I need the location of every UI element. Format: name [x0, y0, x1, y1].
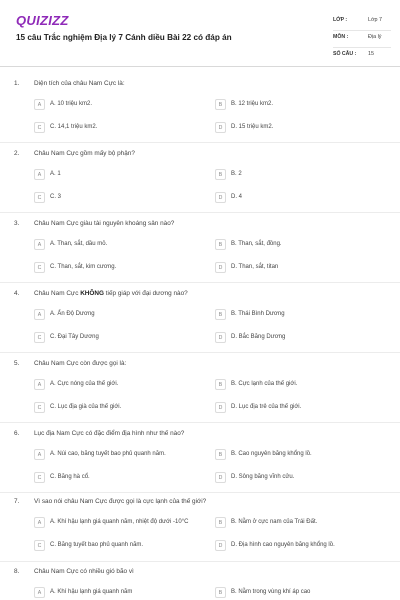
option-text: B. Nằm ở cực nam của Trái Đất. [231, 519, 318, 525]
option-letter-box: B [215, 99, 226, 110]
option-letter-box: C [34, 262, 45, 273]
question-divider [0, 422, 400, 423]
header-divider [0, 66, 400, 67]
option-text: C. 14,1 triệu km2. [50, 124, 98, 130]
option-letter-box: D [215, 472, 226, 483]
option-text: C. Băng hà cổ. [50, 474, 90, 480]
option-text: A. Ấn Độ Dương [50, 311, 95, 317]
option-letter-box: A [34, 449, 45, 460]
option-text: A. 1 [50, 171, 61, 177]
option-text: A. Núi cao, băng tuyết bao phủ quanh năm. [50, 451, 166, 457]
meta-row-count [333, 48, 391, 64]
option-letter-box: A [34, 239, 45, 250]
option-text: B. Cao nguyên băng khổng lồ. [231, 451, 312, 457]
question-text-end: tiếp giáp với đại dương nào? [103, 290, 188, 297]
option-letter-box: A [34, 99, 45, 110]
option-text: D. Than, sắt, titan [231, 264, 279, 270]
question-number: 5. [14, 360, 20, 367]
option-text: D. Lục địa trẻ của thế giới. [231, 404, 302, 410]
option-letter-box: D [215, 192, 226, 203]
header [0, 0, 400, 66]
question-text: Lục địa Nam Cực có đặc điểm địa hình như thế nào? [34, 430, 185, 437]
question-text: Châu Nam Cực gồm mấy bộ phận? [34, 150, 135, 157]
option-text: C. Băng tuyết bao phủ quanh năm. [50, 542, 144, 548]
question-divider [0, 352, 400, 353]
option-letter-box: B [215, 379, 226, 390]
option-letter-box: A [34, 517, 45, 528]
option-text: D. 4 [231, 194, 243, 200]
option-letter-box: D [215, 122, 226, 133]
meta-row-class [333, 14, 391, 31]
question-text [34, 290, 188, 297]
option-letter-box: C [34, 332, 45, 343]
option-letter-box: B [215, 449, 226, 460]
option-letter-box: A [34, 587, 45, 598]
option-text: A. 10 triệu km2. [50, 101, 93, 107]
option-text: B. 2 [231, 171, 242, 177]
question-divider [0, 492, 400, 493]
option-text: C. Lục địa già của thế giới. [50, 404, 122, 410]
question-text: Châu Nam Cực còn được gọi là: [34, 360, 127, 367]
question-text: Châu Nam Cực có nhiều gió bão vì [34, 568, 134, 575]
option-letter-box: B [215, 169, 226, 180]
option-text: C. Than, sắt, kim cương. [50, 264, 117, 270]
option-letter-box: B [215, 587, 226, 598]
option-letter-box: D [215, 262, 226, 273]
option-text: D. Bắc Băng Dương [231, 334, 286, 340]
page-title: 15 câu Trắc nghiệm Địa lý 7 Cánh diều Bài 22 có đáp án [16, 33, 232, 42]
question-number: 3. [14, 220, 20, 227]
option-text: A. Khí hậu lạnh giá quanh năm, nhiệt độ dưới -10°C [50, 519, 189, 525]
question-text: Diện tích của châu Nam Cực là: [34, 80, 125, 87]
option-letter-box: C [34, 472, 45, 483]
option-text: D. Sông băng vĩnh cửu. [231, 474, 295, 480]
option-text: B. Cực lạnh của thế giới. [231, 381, 298, 387]
meta-info [333, 14, 391, 64]
option-letter-box: C [34, 402, 45, 413]
option-letter-box: A [34, 169, 45, 180]
question-number: 6. [14, 430, 20, 437]
option-text: A. Than, sắt, dầu mỏ. [50, 241, 108, 247]
option-letter-box: B [215, 239, 226, 250]
option-text: C. 3 [50, 194, 62, 200]
option-letter-box: D [215, 332, 226, 343]
question-text: Châu Nam Cực giàu tài nguyên khoáng sản nào? [34, 220, 175, 227]
option-text: C. Đại Tây Dương [50, 334, 99, 340]
question-divider [0, 282, 400, 283]
option-letter-box: B [215, 517, 226, 528]
quizizz-logo: QUIZIZZ [16, 13, 69, 28]
meta-key: MÔN : [333, 34, 349, 40]
option-letter-box: A [34, 309, 45, 320]
option-text: B. 12 triệu km2. [231, 101, 274, 107]
question-text: Vì sao nói châu Nam Cực được gọi là cực lạnh của thế giới? [34, 498, 207, 505]
option-text: B. Than, sắt, đồng. [231, 241, 282, 247]
question-number: 4. [14, 290, 20, 297]
option-text: A. Cực nóng của thế giới. [50, 381, 119, 387]
option-letter-box: A [34, 379, 45, 390]
option-text: D. 15 triệu km2. [231, 124, 274, 130]
question-number: 2. [14, 150, 20, 157]
option-text: B. Thái Bình Dương [231, 311, 285, 317]
meta-value: 15 [368, 51, 374, 57]
option-letter-box: C [34, 122, 45, 133]
option-letter-box: D [215, 402, 226, 413]
meta-key: SỐ CÂU : [333, 51, 357, 57]
meta-value: Địa lý [368, 34, 382, 40]
meta-value: Lớp 7 [368, 17, 383, 23]
question-number: 8. [14, 568, 20, 575]
question-text-start: Châu Nam Cực [34, 290, 81, 297]
question-number: 7. [14, 498, 20, 505]
option-letter-box: C [34, 540, 45, 551]
option-text: A. Khí hậu lạnh giá quanh năm [50, 589, 133, 595]
meta-row-subject [333, 31, 391, 48]
meta-key: LỚP : [333, 17, 348, 23]
option-text: B. Nằm trong vùng khí áp cao [231, 589, 311, 595]
question-number: 1. [14, 80, 20, 87]
question-divider [0, 212, 400, 213]
option-text: D. Địa hình cao nguyên băng khổng lồ. [231, 542, 335, 548]
option-letter-box: D [215, 540, 226, 551]
option-letter-box: B [215, 309, 226, 320]
question-text-emphasis: KHÔNG [80, 290, 104, 297]
question-divider [0, 561, 400, 562]
option-letter-box: C [34, 192, 45, 203]
question-divider [0, 142, 400, 143]
